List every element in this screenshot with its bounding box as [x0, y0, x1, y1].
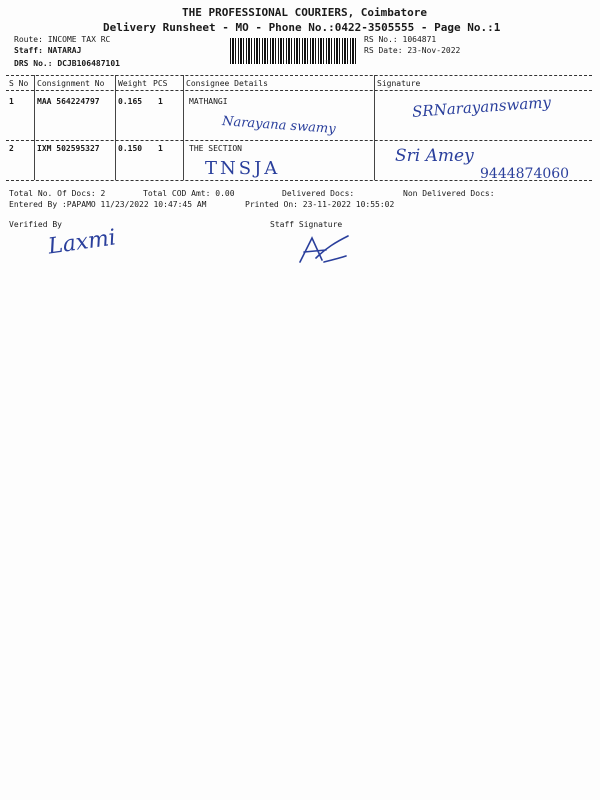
company-name: THE PROFESSIONAL COURIERS, Coimbatore — [182, 6, 428, 19]
total-cod: Total COD Amt: 0.00 — [143, 189, 235, 198]
route: Route: INCOME TAX RC — [14, 35, 111, 44]
header-consignment: Consignment No — [37, 79, 105, 88]
drs-number: DRS No.: DCJB106487101 — [14, 59, 120, 68]
row-pcs: 1 — [158, 144, 163, 153]
row-consignment: MAA 564224797 — [37, 97, 100, 106]
delivered-docs: Delivered Docs: — [282, 189, 355, 198]
row-sno: 2 — [9, 144, 14, 153]
row1-note: Narayana swamy — [221, 114, 337, 137]
row-consignment: IXM 502595327 — [37, 144, 100, 153]
header-weight: Weight — [118, 79, 147, 88]
row1-signature: SRNarayanswamy — [411, 93, 552, 121]
verified-signature: Laxmi — [46, 225, 118, 260]
staff-name: Staff: NATARAJ — [14, 46, 82, 55]
total-docs: Total No. Of Docs: 2 — [9, 189, 106, 198]
rs-number: RS No.: 1064871 — [364, 35, 437, 44]
barcode-icon — [230, 38, 358, 64]
row2-signature: Sri Amey — [395, 146, 474, 166]
row-pcs: 1 — [158, 97, 163, 106]
entered-by: Entered By :PAPAMO 11/23/2022 10:47:45 AM — [9, 200, 207, 209]
row-weight: 0.165 — [118, 97, 143, 106]
row-consignee: MATHANGI — [189, 97, 228, 106]
row2-phone: 9444874060 — [480, 166, 570, 182]
row-weight: 0.150 — [118, 144, 143, 153]
row2-name: TNSJA — [205, 158, 281, 179]
rs-date: RS Date: 23-Nov-2022 — [364, 46, 461, 55]
header-sno: S No — [9, 79, 29, 88]
row-sno: 1 — [9, 97, 14, 106]
row-consignee: THE SECTION — [189, 144, 242, 153]
non-delivered-docs: Non Delivered Docs: — [403, 189, 495, 198]
staff-signature-label: Staff Signature — [270, 220, 343, 229]
signature-icon — [296, 232, 352, 266]
verified-by-label: Verified By — [9, 220, 62, 229]
header-consignee: Consignee Details — [186, 79, 268, 88]
header-signature: Signature — [377, 79, 421, 88]
header-pcs: PCS — [153, 79, 168, 88]
runsheet-title: Delivery Runsheet - MO - Phone No.:0422-3505555 - Page No.:1 — [103, 21, 501, 34]
printed-on: Printed On: 23-11-2022 10:55:02 — [245, 200, 395, 209]
